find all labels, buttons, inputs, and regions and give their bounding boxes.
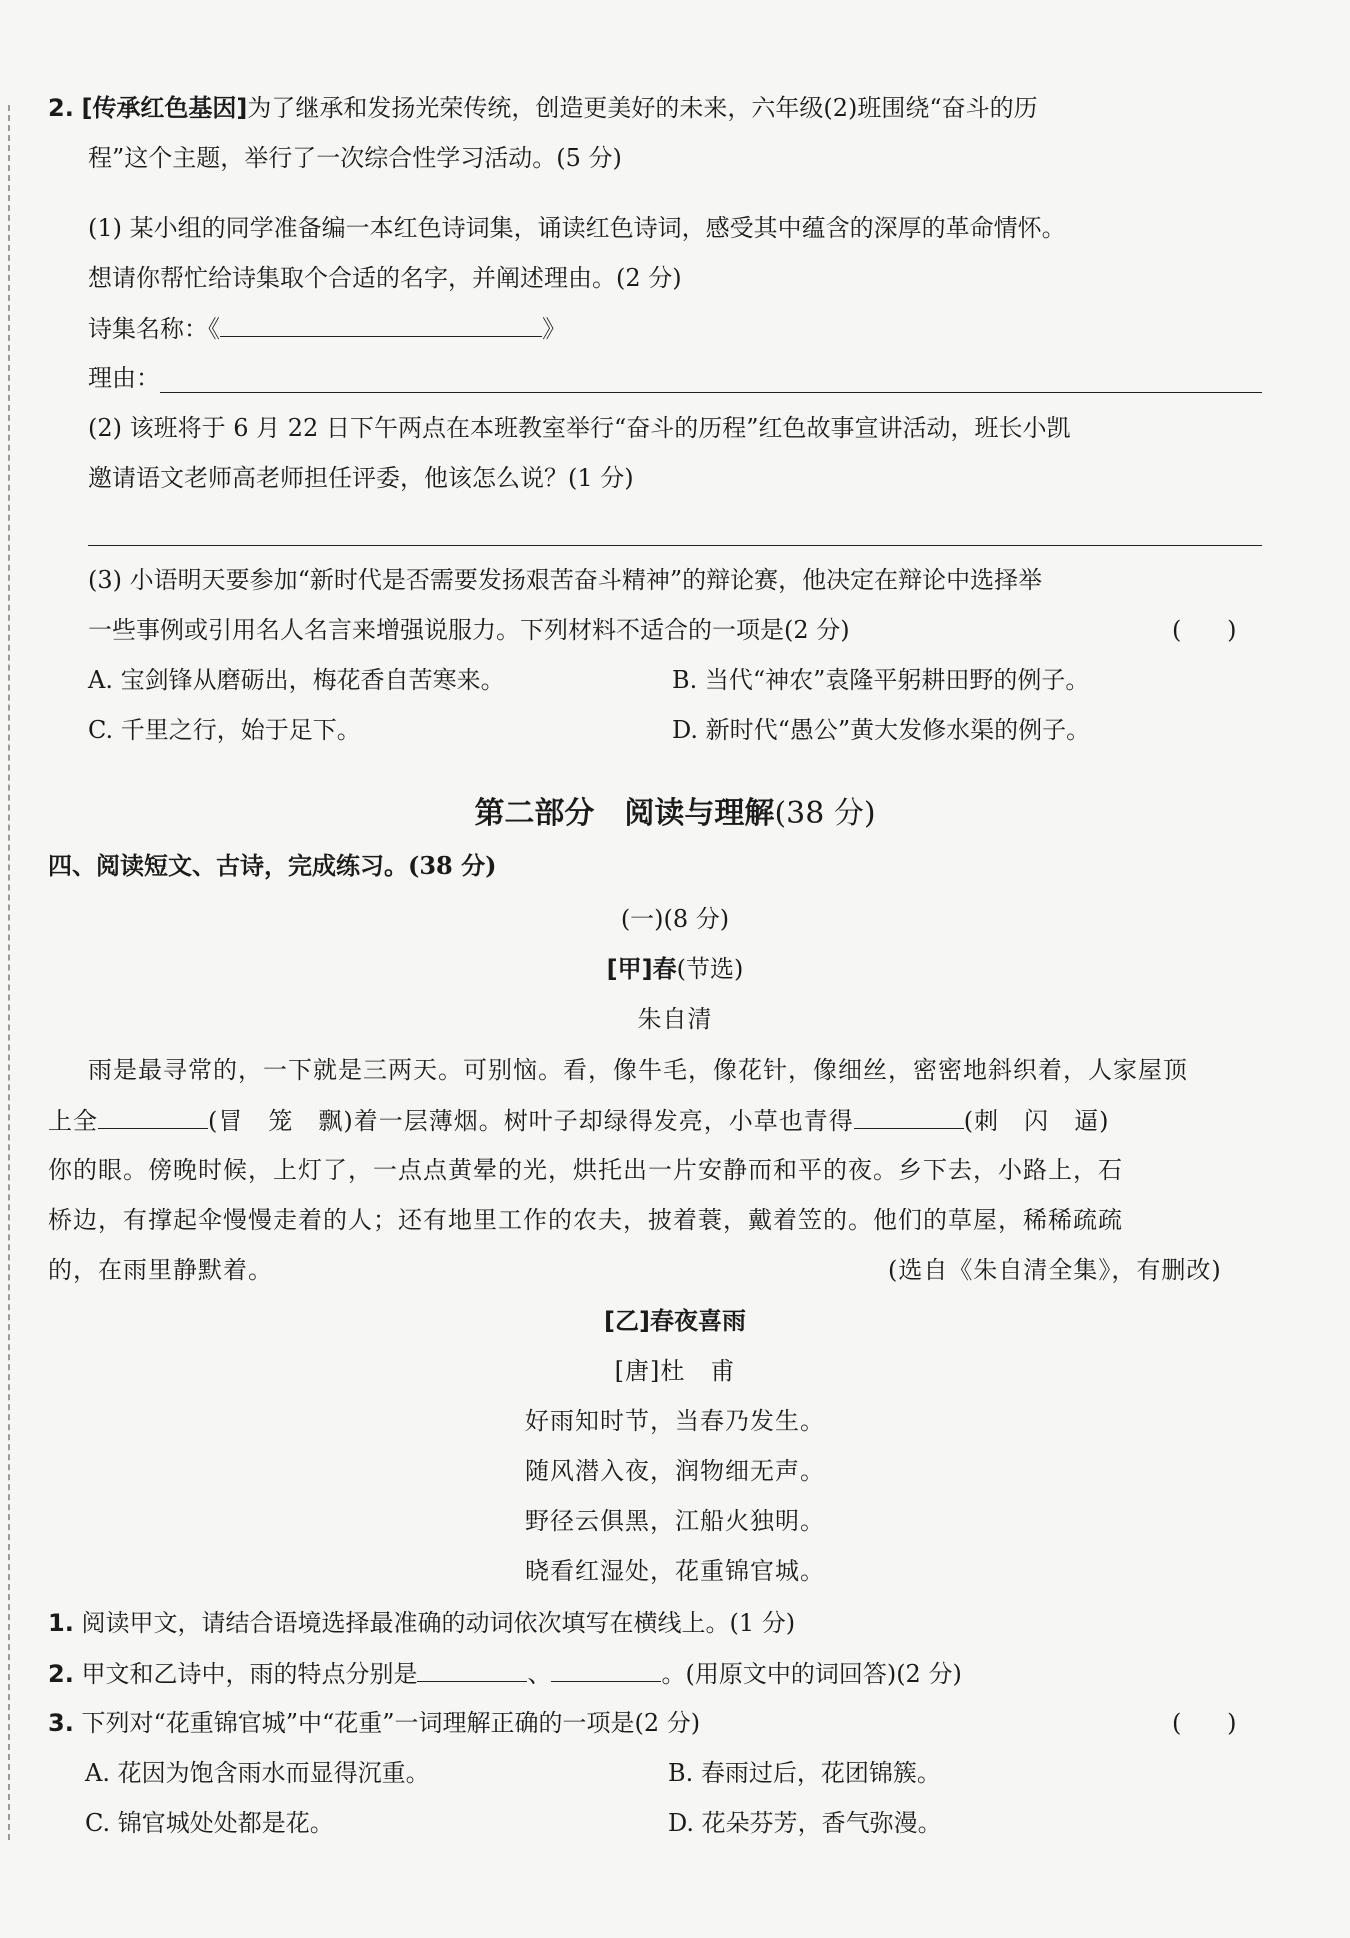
passage-jia-author: 朱自清 <box>637 1005 713 1033</box>
q2-part2-line2: 邀请语文老师高老师担任评委，他该怎么说？(1 分) <box>88 464 634 492</box>
fill-blank-2[interactable] <box>854 1102 964 1129</box>
passage-jia-tag: [甲] <box>606 955 653 983</box>
q2-part3-line1: (3) 小语明天要参加“新时代是否需要发扬艰苦奋斗精神”的辩论赛，他决定在辩论中选择举 <box>88 566 1043 594</box>
collection-name-close: 》 <box>542 315 566 343</box>
reason-answer-line[interactable] <box>160 392 1262 393</box>
q2-option-b[interactable]: B. 当代“神农”袁隆平躬耕田野的例子。 <box>672 666 1090 694</box>
reading-q1 <box>48 1605 795 1641</box>
reading-q2-text-a: 甲文和乙诗中，雨的特点分别是 <box>81 1660 418 1688</box>
reading-q3-number: 3. <box>48 1709 74 1737</box>
section4-sub-heading: (一)(8 分) <box>620 905 730 933</box>
reading-q3-option-a[interactable]: A. 花因为饱含雨水而显得沉重。 <box>85 1759 430 1787</box>
passage-jia-line4: 桥边，有撑起伞慢慢走着的人；还有地里工作的农夫，披着蓑，戴着笠的。他们的草屋，稀稀疏疏 <box>48 1206 1123 1234</box>
reading-q3-option-c[interactable]: C. 锦官城处处都是花。 <box>85 1809 334 1837</box>
passage-jia-line5: 的，在雨里静默着。 <box>48 1256 273 1284</box>
passage-jia-title-text: 春 <box>652 954 677 983</box>
q2-number: 2. <box>48 94 74 122</box>
poem-yi-tag: [乙] <box>604 1307 650 1335</box>
passage-jia-line2 <box>48 1102 1109 1139</box>
reading-q3-option-b[interactable]: B. 春雨过后，花团锦簇。 <box>668 1759 941 1787</box>
collection-name-label: 诗集名称：《 <box>88 315 220 343</box>
passage-jia-line2-a: 上全 <box>48 1107 98 1135</box>
q2-text-1: 为了继承和发扬光荣传统，创造更美好的未来，六年级(2)班围绕“奋斗的历 <box>247 94 1038 122</box>
reading-q3-option-d[interactable]: D. 花朵芬芳，香气弥漫。 <box>668 1809 942 1837</box>
part2-title <box>0 795 1350 833</box>
poem-yi-line4: 晓看红湿处，花重锦官城。 <box>525 1557 825 1585</box>
poem-yi-line1: 好雨知时节，当春乃发生。 <box>525 1407 825 1435</box>
q2-option-d[interactable]: D. 新时代“愚公”黄大发修水渠的例子。 <box>672 716 1091 744</box>
passage-jia-note: (节选) <box>676 955 744 983</box>
poem-yi-title-text: 春夜喜雨 <box>649 1306 746 1335</box>
reading-q1-number: 1. <box>48 1609 74 1637</box>
reading-q3-answer-paren[interactable]: ( ) <box>1172 1709 1237 1737</box>
part2-score: (38 分) <box>774 796 876 831</box>
invitation-answer-line[interactable] <box>88 545 1262 546</box>
rain-feature-blank-1[interactable] <box>417 1655 527 1682</box>
passage-jia-title <box>0 950 1350 988</box>
passage-jia-line2-b: (冒 笼 飘)着一层薄烟。树叶子却绿得发亮，小草也青得 <box>208 1107 854 1135</box>
q2-option-c[interactable]: C. 千里之行，始于足下。 <box>88 716 361 744</box>
section4-heading: 四、阅读短文、古诗，完成练习。(38 分) <box>48 851 497 880</box>
poem-yi-title <box>0 1302 1350 1340</box>
q2-part3-line2: 一些事例或引用名人名言来增强说服力。下列材料不适合的一项是(2 分) <box>88 616 850 644</box>
reading-q2-sep: 、 <box>527 1660 552 1688</box>
collection-name-blank[interactable] <box>220 310 542 337</box>
reason-label: 理由： <box>88 364 160 392</box>
q2-line1 <box>48 90 1038 126</box>
part2-title-text: 第二部分 阅读与理解 <box>474 796 775 831</box>
q2-line2: 程”这个主题，举行了一次综合性学习活动。(5 分) <box>88 144 622 172</box>
passage-jia-line2-c: (刺 闪 逼) <box>963 1107 1110 1135</box>
q2-part3-answer-paren[interactable]: ( ) <box>1172 616 1237 644</box>
q2-tag: [传承红色基因] <box>81 94 248 122</box>
reading-q2 <box>48 1655 962 1692</box>
reading-q1-text: 阅读甲文，请结合语境选择最准确的动词依次填写在横线上。(1 分) <box>81 1609 796 1637</box>
poem-yi-author: [唐]杜 甫 <box>614 1357 736 1385</box>
reading-q2-number: 2. <box>48 1660 74 1688</box>
q2-part2-line1: (2) 该班将于 6 月 22 日下午两点在本班教室举行“奋斗的历程”红色故事宣讲活动，班长小凯 <box>88 414 1071 442</box>
passage-jia-line3: 你的眼。傍晚时候，上灯了，一点点黄晕的光，烘托出一片安静而和平的夜。乡下去，小路上，石 <box>48 1156 1123 1184</box>
q2-part1-line2: 想请你帮忙给诗集取个合适的名字，并阐述理由。(2 分) <box>88 264 682 292</box>
rain-feature-blank-2[interactable] <box>551 1655 661 1682</box>
fill-blank-1[interactable] <box>98 1102 208 1129</box>
poem-collection-name-row <box>88 310 566 347</box>
poem-yi-line3: 野径云俱黑，江船火独明。 <box>525 1507 825 1535</box>
passage-jia-line1: 雨是最寻常的，一下就是三两天。可别恼。看，像牛毛，像花针，像细丝，密密地斜织着，人家屋顶 <box>88 1056 1188 1084</box>
reading-q2-text-b: 。(用原文中的词回答)(2 分) <box>661 1660 962 1688</box>
q2-part1-line1: (1) 某小组的同学准备编一本红色诗词集，诵读红色诗词，感受其中蕴含的深厚的革命情怀。 <box>88 214 1066 242</box>
reading-q3-text: 下列对“花重锦官城”中“花重”一词理解正确的一项是(2 分) <box>81 1709 701 1737</box>
passage-jia-source: (选自《朱自清全集》，有删改) <box>888 1256 1222 1284</box>
poem-yi-line2: 随风潜入夜，润物细无声。 <box>525 1457 825 1485</box>
reading-q3 <box>48 1705 700 1741</box>
q2-option-a[interactable]: A. 宝剑锋从磨砺出，梅花香自苦寒来。 <box>88 666 505 694</box>
